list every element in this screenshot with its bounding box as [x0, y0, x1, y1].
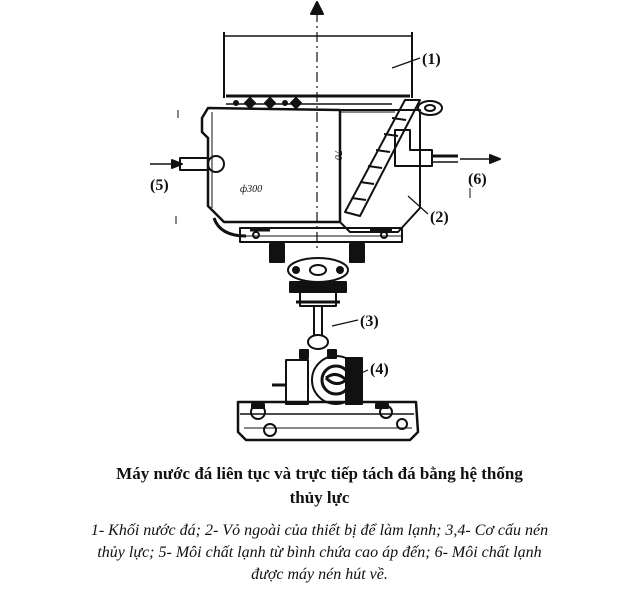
- label-press-4: (4): [370, 361, 389, 378]
- ice-block: [224, 32, 412, 98]
- center-axis: [311, 2, 323, 250]
- caption-title-line: Máy nước đá liên tục và trực tiếp tách đá bằng hệ thống: [116, 464, 523, 483]
- label-outlet: (6): [468, 171, 487, 188]
- label-inlet: (5): [150, 177, 169, 194]
- dimension-diameter: ф300: [240, 184, 263, 195]
- dimension-height: 70: [332, 150, 343, 160]
- outer-shell: [176, 100, 470, 242]
- inlet-arrow: [150, 160, 182, 168]
- leader-lines: [332, 58, 428, 378]
- label-outer-shell: (2): [430, 209, 449, 226]
- caption-title-line: thủy lực: [289, 488, 350, 507]
- caption-legend-line: được máy nén hút về.: [251, 566, 388, 583]
- outlet-arrow: [460, 155, 500, 163]
- label-ice-block: (1): [422, 51, 441, 68]
- caption-title: [0, 462, 639, 510]
- caption-legend-line: 1- Khối nước đá; 2- Vỏ ngoài của thiết bị để làm lạnh; 3,4- Cơ cấu nén: [90, 522, 549, 539]
- bolt-ring: [226, 98, 392, 108]
- label-press-3: (3): [360, 313, 379, 330]
- caption-legend-line: thủy lực; 5- Môi chất lạnh từ bình chứa cao áp đến; 6- Môi chất lạnh: [97, 544, 542, 561]
- hydraulic-press: [238, 335, 418, 440]
- caption-legend: [0, 520, 639, 586]
